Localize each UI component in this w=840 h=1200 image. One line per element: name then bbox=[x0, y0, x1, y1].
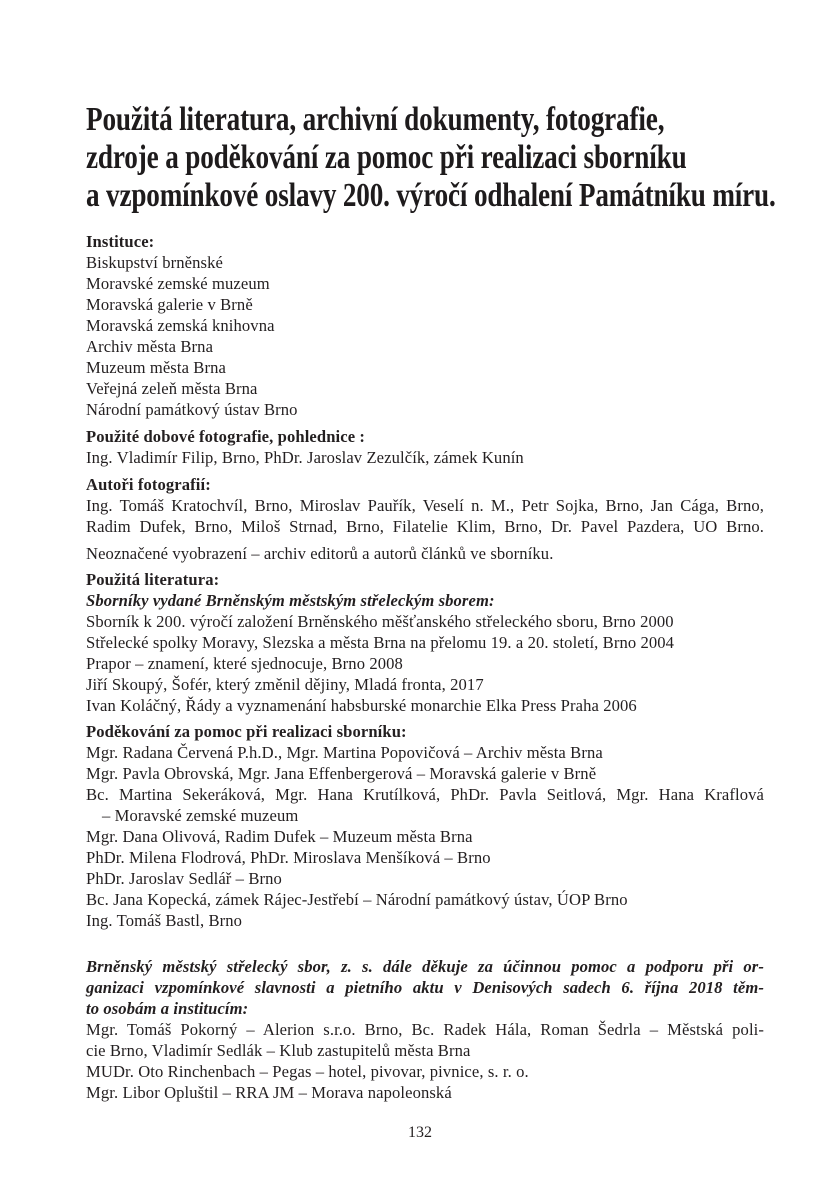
corps-thanks-line: Mgr. Libor Opluštil – RRA JM – Morava napoleonská bbox=[86, 1083, 452, 1102]
corps-thanks-line: cie Brno, Vladimír Sedlák – Klub zastupitelů města Brna bbox=[86, 1041, 471, 1060]
institution-item: Moravská galerie v Brně bbox=[86, 295, 253, 314]
page-title-line: Použitá literatura, archivní dokumenty, fotografie, bbox=[86, 101, 665, 138]
literature-subheading: Sborníky vydané Brněnským městským střeleckým sborem: bbox=[86, 591, 495, 610]
thanks-item: PhDr. Jaroslav Sedlář – Brno bbox=[86, 869, 282, 888]
institution-item: Moravská zemská knihovna bbox=[86, 316, 275, 335]
institutions-heading: Instituce: bbox=[86, 232, 155, 251]
institution-item: Národní památkový ústav Brno bbox=[86, 400, 298, 419]
thanks-item: Bc. Jana Kopecká, zámek Rájec-Jestřebí – Národní památkový ústav, ÚOP Brno bbox=[86, 890, 628, 909]
period-photos-text: Ing. Vladimír Filip, Brno, PhDr. Jaroslav Zezulčík, zámek Kunín bbox=[86, 448, 524, 467]
thanks-item: PhDr. Milena Flodrová, PhDr. Miroslava Menšíková – Brno bbox=[86, 848, 491, 867]
page-title-line: zdroje a poděkování za pomoc při realizaci sborníku bbox=[86, 139, 687, 176]
corps-thanks-line: Mgr. Tomáš Pokorný – Alerion s.r.o. Brno, Bc. Radek Hála, Roman Šedrla – Městská poli- bbox=[86, 1020, 764, 1039]
thanks-item: Mgr. Dana Olivová, Radim Dufek – Muzeum města Brna bbox=[86, 827, 473, 846]
institution-item: Moravské zemské muzeum bbox=[86, 274, 270, 293]
thanks-heading: Poděkování za pomoc při realizaci sborníku: bbox=[86, 722, 407, 741]
literature-item: Prapor – znamení, které sjednocuje, Brno 2008 bbox=[86, 654, 403, 673]
literature-item: Ivan Koláčný, Řády a vyznamenání habsburské monarchie Elka Press Praha 2006 bbox=[86, 696, 637, 715]
page-title-line: a vzpomínkové oslavy 200. výročí odhalení Památníku míru. bbox=[86, 177, 776, 214]
photo-authors-note: Neoznačené vyobrazení – archiv editorů a autorů článků ve sborníku. bbox=[86, 544, 554, 563]
literature-heading: Použitá literatura: bbox=[86, 570, 220, 589]
corps-thanks-line: MUDr. Oto Rinchenbach – Pegas – hotel, pivovar, pivnice, s. r. o. bbox=[86, 1062, 529, 1081]
corps-thanks-intro: to osobám a institucím: bbox=[86, 999, 249, 1018]
photo-authors-line: Ing. Tomáš Kratochvíl, Brno, Miroslav Pauřík, Veselí n. M., Petr Sojka, Brno, Jan Cága, Brno, bbox=[86, 496, 764, 515]
thanks-item: Mgr. Pavla Obrovská, Mgr. Jana Effenbergerová – Moravská galerie v Brně bbox=[86, 764, 597, 783]
literature-item: Jiří Skoupý, Šofér, který změnil dějiny, Mladá fronta, 2017 bbox=[86, 675, 484, 694]
institution-item: Veřejná zeleň města Brna bbox=[86, 379, 258, 398]
literature-item: Sborník k 200. výročí založení Brněnského měšťanského střeleckého sboru, Brno 2000 bbox=[86, 612, 674, 631]
institution-item: Biskupství brněnské bbox=[86, 253, 223, 272]
thanks-item: Mgr. Radana Červená P.h.D., Mgr. Martina Popovičová – Archiv města Brna bbox=[86, 743, 603, 762]
literature-item: Střelecké spolky Moravy, Slezska a města Brna na přelomu 19. a 20. století, Brno 2004 bbox=[86, 633, 675, 652]
corps-thanks-intro: ganizaci vzpomínkové slavnosti a pietního aktu v Denisových sadech 6. října 2018 těm- bbox=[86, 978, 764, 997]
photo-authors-heading: Autoři fotografií: bbox=[86, 475, 211, 494]
thanks-item: Bc. Martina Sekeráková, Mgr. Hana Krutílková, PhDr. Pavla Seitlová, Mgr. Hana Kraflová bbox=[86, 785, 764, 804]
photo-authors-line: Radim Dufek, Brno, Miloš Strnad, Brno, Filatelie Klim, Brno, Dr. Pavel Pazdera, UO Brno. bbox=[86, 517, 764, 536]
institution-item: Archiv města Brna bbox=[86, 337, 214, 356]
thanks-item: Ing. Tomáš Bastl, Brno bbox=[86, 911, 243, 930]
page-number: 132 bbox=[408, 1124, 432, 1141]
period-photos-heading: Použité dobové fotografie, pohlednice : bbox=[86, 427, 366, 446]
corps-thanks-intro: Brněnský městský střelecký sbor, z. s. dále děkuje za účinnou pomoc a podporu při or- bbox=[86, 957, 764, 976]
thanks-item-continuation: – Moravské zemské muzeum bbox=[102, 806, 299, 825]
institution-item: Muzeum města Brna bbox=[86, 358, 226, 377]
